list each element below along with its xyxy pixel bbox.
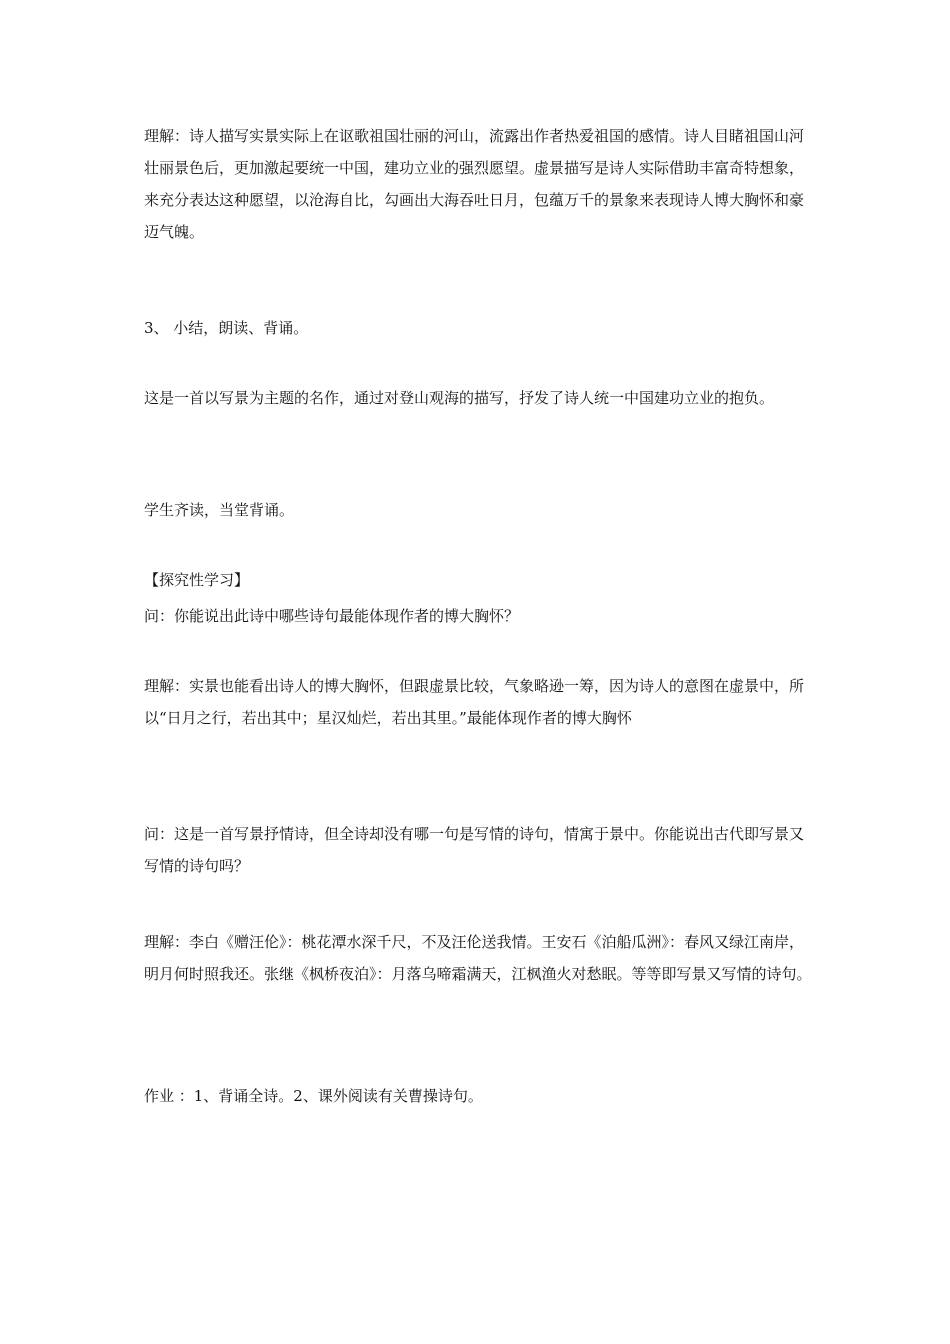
question-1: 问：你能说出此诗中哪些诗句最能体现作者的博大胸怀？: [144, 607, 520, 625]
section-heading-inquiry: 【探究性学习】: [144, 571, 250, 589]
paragraph-summary: 这是一首以写景为主题的名作，通过对登山观海的描写，抒发了诗人统一中国建功立业的抱负。: [144, 389, 775, 407]
paragraph-understanding-3: 理解：李白《赠汪伦》：桃花潭水深千尺，不及汪伦送我情。王安石《泊船瓜洲》：春风又绿江南岸，明月何时照我还。张继《枫桥夜泊》：月落乌啼霜满天，江枫渔火对愁眠。等等即写景又写情的诗句。: [144, 933, 812, 983]
paragraph-understanding-1: 理解：诗人描写实景实际上在讴歌祖国壮丽的河山，流露出作者热爱祖国的感情。诗人目睹祖国山河壮丽景色后，更加激起要统一中国，建功立业的强烈愿望。虚景描写是诗人实际借助丰富奇特想象，来充分表达这种愿望，以沧海自比，勾画出大海吞吐日月，包蕴万千的景象来表现诗人博大胸怀和豪迈气魄。: [144, 127, 805, 241]
paragraph-summary-heading: 3、 小结，朗读、背诵。: [144, 319, 309, 337]
question-2: 问：这是一首写景抒情诗，但全诗却没有哪一句是写情的诗句，情寓于景中。你能说出古代即写景又写情的诗句吗？: [144, 825, 805, 875]
paragraph-recite: 学生齐读，当堂背诵。: [144, 501, 295, 519]
paragraph-homework: 作业 ：1、背诵全诗。2、课外阅读有关曹操诗句。: [144, 1087, 483, 1105]
paragraph-understanding-2: 理解：实景也能看出诗人的博大胸怀，但跟虚景比较，气象略逊一筹，因为诗人的意图在虚景中，所以“日月之行，若出其中；星汉灿烂，若出其里。”最能体现作者的博大胸怀: [144, 677, 805, 727]
